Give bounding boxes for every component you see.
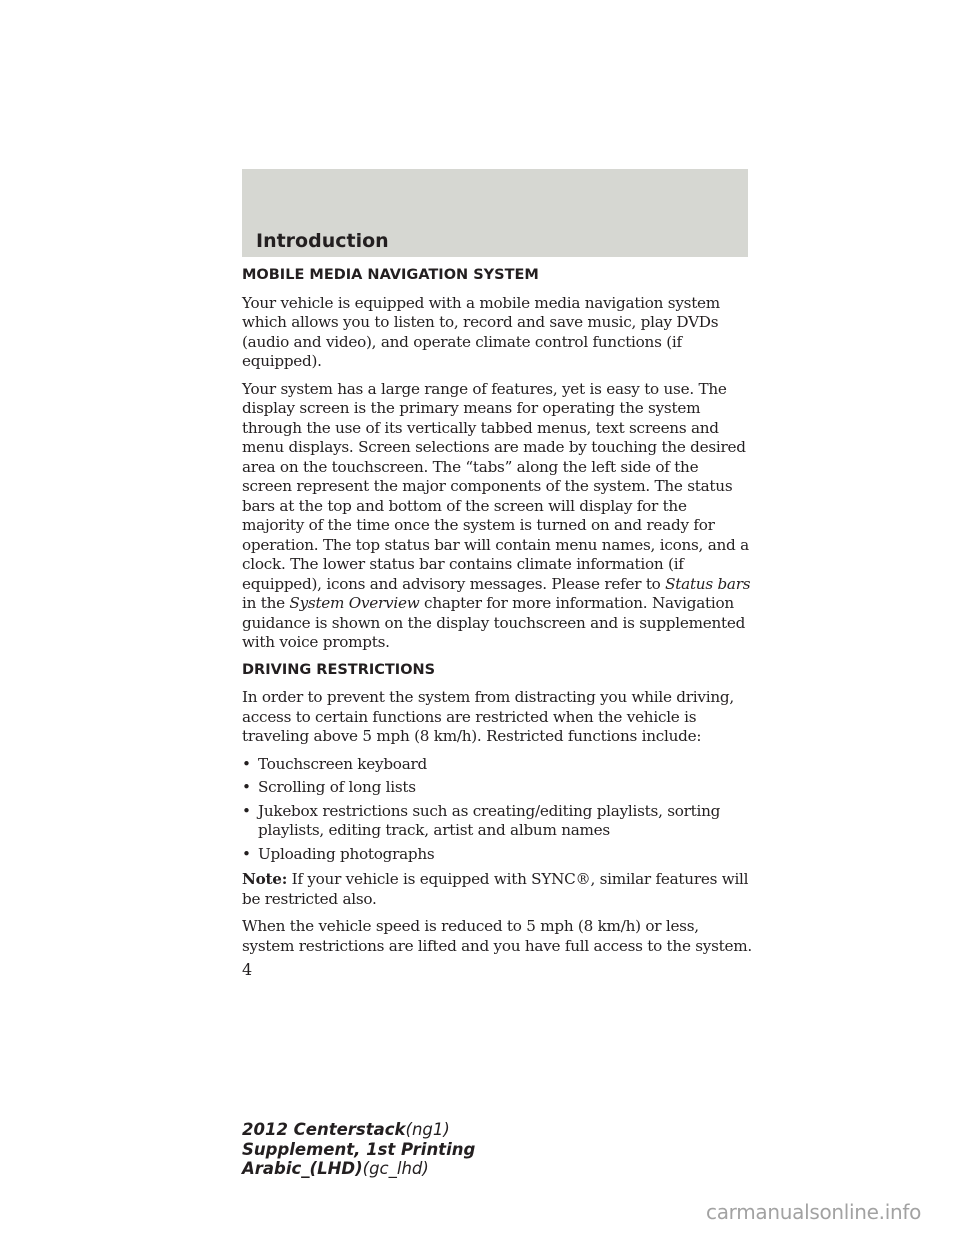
section-heading-navigation: MOBILE MEDIA NAVIGATION SYSTEM xyxy=(242,267,539,283)
list-item-text: Uploading photographs xyxy=(258,844,435,863)
watermark: carmanualsonline.info xyxy=(706,1200,922,1224)
list-item xyxy=(242,845,752,865)
list-item xyxy=(242,755,752,775)
footer-line-2 xyxy=(242,1140,475,1160)
footer-model: 2012 Centerstack xyxy=(242,1120,406,1139)
footer-market: Arabic_(LHD) xyxy=(242,1159,363,1178)
footer-line-1 xyxy=(242,1120,475,1140)
paragraph-system-overview xyxy=(242,380,752,653)
note-label: Note: xyxy=(242,870,288,888)
bullet-icon: • xyxy=(242,754,251,773)
footer-printing: Supplement, 1st Printing xyxy=(242,1139,476,1159)
restricted-functions-list xyxy=(242,755,752,865)
list-item-text: Scrolling of long lists xyxy=(258,778,416,796)
list-item xyxy=(242,778,752,798)
chapter-title: Introduction xyxy=(256,230,389,252)
text-run: Your system has a large range of features, yet is easy to use. The display screen is the primary means for operating the system through the use of its vertically tabbed menus, text screens and menu displays. Screen selections are made by touching the desired area on the touchscreen. The “tabs” along the left side of the screen represent the major components of the system. The status bars at the top and bottom of the screen will display for the majority of the time once the system is turned on and ready for operation. The top status bar will contain menu names, icons, and a clock. The lower status bar contains climate information (if equipped), icons and advisory messages. Please refer to xyxy=(242,379,749,593)
paragraph-restrictions: In order to prevent the system from distracting you while driving, access to certain functions are restricted when the vehicle is traveling above 5 mph (8 km/h). Restricted functions include: xyxy=(242,688,734,745)
list-item-text: Touchscreen keyboard xyxy=(258,754,427,773)
paragraph-restrictions-lifted: When the vehicle speed is reduced to 5 mph (8 km/h) or less, system restrictions are lifted and you have full access to the system. xyxy=(242,917,752,955)
text-run: in the xyxy=(242,594,290,612)
text-run: chapter for more information. Navigation guidance is shown on the display touchscreen and is supplemented with voice prompts. xyxy=(242,594,746,651)
footer-line-3 xyxy=(242,1159,475,1179)
print-footer xyxy=(242,1120,475,1179)
chapter-header xyxy=(242,169,748,257)
note-paragraph xyxy=(242,870,752,909)
bullet-icon: • xyxy=(242,844,251,863)
footer-model-code: (ng1) xyxy=(405,1120,450,1139)
section-heading-restrictions: DRIVING RESTRICTIONS xyxy=(242,661,436,678)
reference-status-bars: Status bars xyxy=(665,574,751,593)
page-content xyxy=(242,266,752,964)
bullet-icon: • xyxy=(242,801,251,820)
footer-market-code: (gc_lhd) xyxy=(362,1159,429,1178)
note-text: If your vehicle is equipped with SYNC®, similar features will be restricted also. xyxy=(242,870,749,908)
list-item-text: Jukebox restrictions such as creating/editing playlists, sorting playlists, editing track, artist and album names xyxy=(258,801,721,839)
page-number: 4 xyxy=(242,960,253,979)
reference-system-overview: System Overview xyxy=(289,594,420,612)
list-item xyxy=(242,802,752,841)
paragraph-intro: Your vehicle is equipped with a mobile media navigation system which allows you to listen to, record and save music, play DVDs (audio and video), and operate climate control functions (if equipped). xyxy=(242,293,720,370)
bullet-icon: • xyxy=(242,778,251,796)
